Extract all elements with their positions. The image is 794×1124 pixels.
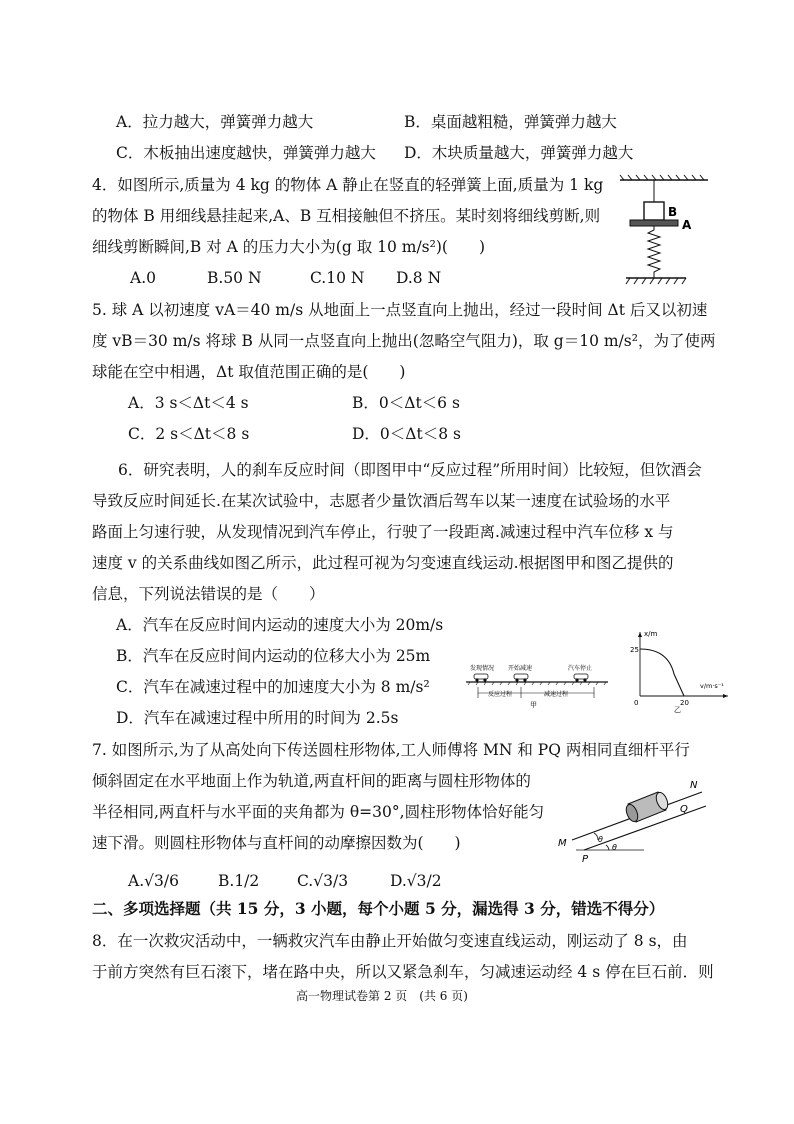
q8-stem-line-1: 8．在一次救灾活动中，一辆救灾汽车由静止开始做匀变速直线运动，刚运动了 8 s，由 <box>92 932 688 950</box>
q4-option-c: C.10 N <box>310 269 365 287</box>
q4-spring-figure <box>616 174 716 290</box>
q3-option-c: C．木板抽出速度越快，弹簧弹力越大 <box>116 144 376 162</box>
q4-stem-line-1: 4．如图所示,质量为 4 kg 的物体 A 静止在竖直的轻弹簧上面,质量为 1 kg <box>92 176 604 194</box>
q5-option-c: C．2 s＜Δt＜8 s <box>128 425 250 443</box>
q3-option-d: D．木块质量越大，弹簧弹力越大 <box>404 144 634 162</box>
q3-option-b: B．桌面越粗糙，弹簧弹力越大 <box>404 113 617 131</box>
yi-origin: 0 <box>634 699 639 707</box>
yi-x-tick: 20 <box>680 699 689 707</box>
section-2-heading: 二、多项选择题（共 15 分，3 小题，每个小题 5 分，漏选得 3 分，错选不得分） <box>92 899 665 918</box>
q7-stem-line-3: 半径相同,两直杆与水平面的夹角都为 θ=30°,圆柱形物体恰好能匀 <box>92 803 545 821</box>
jia-label-stop: 汽车停止 <box>568 665 593 672</box>
cylinder <box>624 791 670 823</box>
q4-stem-line-3: 细线剪断瞬间,B 对 A 的压力大小为(g 取 10 m/s²)( ) <box>92 238 485 256</box>
q5-option-a: A．3 s＜Δt＜4 s <box>128 394 249 412</box>
q5-option-d: D．0＜Δt＜8 s <box>352 425 461 443</box>
q7-option-c: C.√3/3 <box>297 872 349 890</box>
yi-y-axis-label: x/m <box>644 630 658 638</box>
yi-curve <box>640 649 684 696</box>
q6-option-a: A．汽车在反应时间内运动的速度大小为 20m/s <box>116 616 444 634</box>
q4-stem-line-2: 的物体 B 用细线悬挂起来,A、B 互相接触但不挤压。某时刻将细线剪断,则 <box>92 207 601 225</box>
q4-option-a: A.0 <box>130 269 156 287</box>
q7-stem-line-4: 速下滑。则圆柱形物体与直杆间的动摩擦因数为( ) <box>92 834 461 852</box>
yi-y-tick: 25 <box>630 646 639 654</box>
car-icon <box>514 674 528 682</box>
jia-label-found: 发现情况 <box>470 665 495 672</box>
q6-stem-line-1: 6．研究表明，人的刹车反应时间（即图甲中“反应过程”所用时间）比较短，但饮酒会 <box>118 461 702 479</box>
jia-label-brake: 开始减速 <box>508 665 533 672</box>
q6-stem-line-2: 导致反应时间延长.在某次试验中，志愿者少量饮酒后驾车以某一速度在试验场的水平 <box>92 492 671 510</box>
jia-caption: 甲 <box>530 701 537 709</box>
q7-label-q: Q <box>680 804 688 815</box>
jia-segment-brake: 减速过程 <box>544 691 569 698</box>
yi-caption: 乙 <box>674 706 681 714</box>
q4-option-d: D.8 N <box>396 269 442 287</box>
q5-stem-line-1: 5. 球 A 以初速度 vA＝40 m/s 从地面上一点竖直向上抛出，经过一段时间 Δt 后又以初速 <box>92 301 708 319</box>
q7-option-d: D.√3/2 <box>390 872 442 890</box>
q4-label-a: A <box>682 218 692 232</box>
q7-label-p: P <box>582 854 589 865</box>
q4-label-b: B <box>668 205 678 219</box>
q6-option-d: D．汽车在减速过程中所用的时间为 2.5s <box>116 709 399 727</box>
q5-option-b: B．0＜Δt＜6 s <box>352 394 460 412</box>
q6-stem-line-5: 信息，下列说法错误的是（ ） <box>92 585 325 603</box>
q6-figure-jia <box>464 660 614 710</box>
q7-label-m: M <box>558 838 567 849</box>
q6-stem-line-3: 路面上匀速行驶，从发现情况到汽车停止，行驶了一段距离.减速过程中汽车位移 x 与 <box>92 523 674 541</box>
q7-label-theta-2: θ <box>612 843 617 852</box>
yi-x-axis-label: v/m·s⁻¹ <box>700 682 724 690</box>
q7-incline-figure <box>554 778 714 868</box>
q7-stem-line-1: 7. 如图所示,为了从高处向下传送圆柱形物体,工人师傅将 MN 和 PQ 两相同直细杆平行 <box>92 741 690 759</box>
q4-option-b: B.50 N <box>207 269 262 287</box>
q5-stem-line-3: 球能在空中相遇，Δt 取值范围正确的是( ) <box>92 363 406 381</box>
q6-stem-line-4: 速度 v 的关系曲线如图乙所示，此过程可视为匀变速直线运动.根据图甲和图乙提供的 <box>92 554 674 572</box>
q6-option-b: B．汽车在反应时间内运动的位移大小为 25m <box>116 647 431 665</box>
q6-option-c: C．汽车在减速过程中的加速度大小为 8 m/s² <box>116 678 430 696</box>
q7-stem-line-2: 倾斜固定在水平地面上作为轨道,两直杆间的距离与圆柱形物体的 <box>92 772 531 790</box>
q7-option-b: B.1/2 <box>218 872 260 890</box>
q7-label-theta-1: θ <box>598 835 603 844</box>
jia-segment-reaction: 反应过程 <box>488 691 513 698</box>
car-icon <box>474 674 488 682</box>
q3-option-a: A．拉力越大，弹簧弹力越大 <box>116 113 314 131</box>
car-icon <box>574 674 588 682</box>
q5-stem-line-2: 度 vB＝30 m/s 将球 B 从同一点竖直向上抛出(忽略空气阻力)，取 g＝10 m/s²，为了使两 <box>92 332 716 350</box>
q7-label-n: N <box>690 780 698 791</box>
q8-stem-line-2: 于前方突然有巨石滚下，堵在路中央，所以又紧急刹车，匀减速运动经 4 s 停在巨石前．则 <box>92 963 714 981</box>
q6-figure-yi <box>628 624 738 714</box>
q7-option-a: A.√3/6 <box>128 872 179 890</box>
page-footer: 高一物理试卷第 2 页 (共 6 页) <box>296 989 468 1003</box>
